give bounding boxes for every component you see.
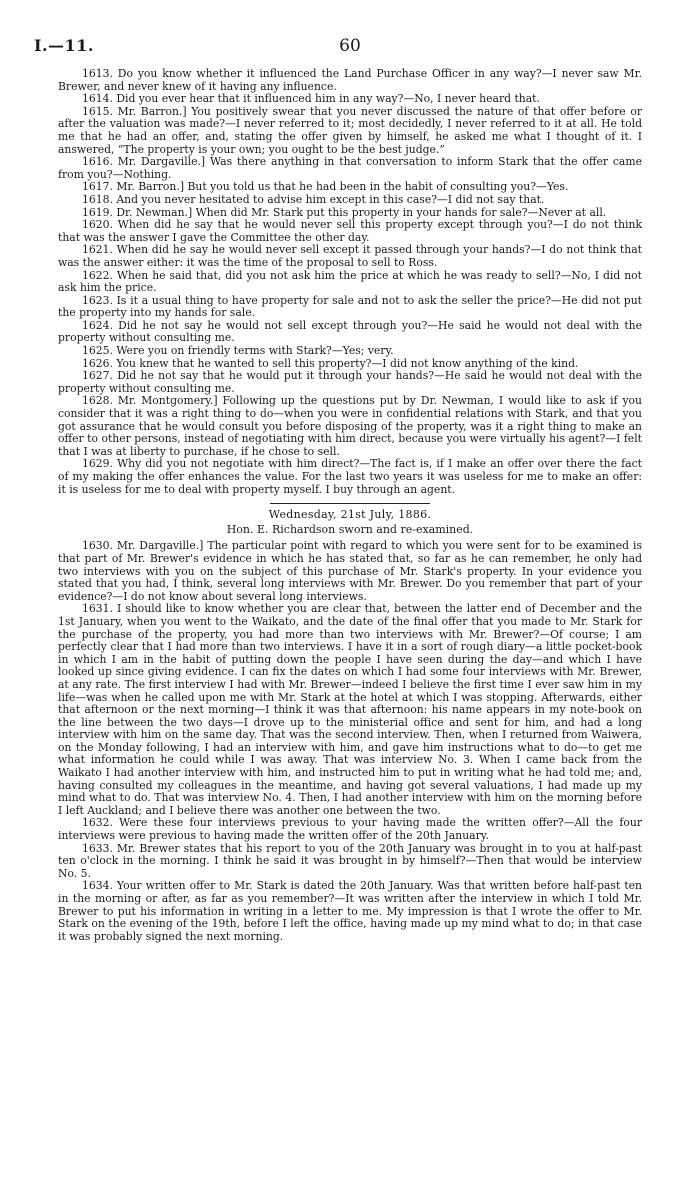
witness-heading: Hon. E. Richardson sworn and re-examined. bbox=[226, 522, 474, 536]
paragraph: 1613. Do you know whether it influenced the Land Purchase Officer in any way?—I never saw Mr. Brewer, and never knew of it having any influence. bbox=[58, 67, 642, 93]
page-header bbox=[34, 36, 642, 60]
paragraph: 1617. Mr. Barron.] But you told us that he had been in the habit of consulting you?—Yes. bbox=[82, 180, 569, 194]
paragraph: 1625. Were you on friendly terms with Stark?—Yes; very. bbox=[82, 344, 394, 358]
section-divider bbox=[270, 503, 430, 504]
paragraph: 1630. Mr. Dargaville.] The particular point with regard to which you were sent for to be examined is that part of Mr. Brewer's evidence in which he has stated that, so far as he can remember, he only had two interviews with you on the subject of this purchase of Mr. Stark's property. In your evidence you stated that you had, I think, several long interviews with Mr. Brewer. Do you remember that part of your evidence?—I do not know about several long interviews. bbox=[58, 539, 642, 603]
paragraph: 1619. Dr. Newman.] When did Mr. Stark put this property in your hands for sale?—Never at all. bbox=[82, 205, 607, 219]
paragraph: 1622. When he said that, did you not ask him the price at which he was ready to sell?—No, I did not ask him the price. bbox=[58, 268, 642, 295]
paragraph: 1633. Mr. Brewer states that his report to you of the 20th January was brought in to you at half-past ten o'clock in the morning. I think he said it was brought in by himself?—Then that would be interview No. 5. bbox=[58, 841, 642, 880]
paragraph: 1628. Mr. Montgomery.] Following up the questions put by Dr. Newman, I would like to ask if you consider that it was a right thing to do—when you were in confidential relations with Stark, and that you got assurance that he would consult you before disposing of the property, was it a right thing to make an offer to other persons, instead of negotiating with him direct, because you were virtually his agent?—I felt that I was at liberty to purchase, if he chose to sell. bbox=[58, 394, 642, 458]
evidence-text bbox=[58, 68, 642, 943]
paragraph: 1615. Mr. Barron.] You positively swear that you never discussed the nature of that offer before or after the valuation was made?—I never referred to it; most decidedly, I never referred to it at all. He told me that he had an offer, and, stating the offer given by himself, he asked me what I thought of it. I answered, “The property is your own; you ought to be the best judge.” bbox=[58, 104, 642, 156]
paragraph: 1616. Mr. Dargaville.] Was there anything in that conversation to inform Stark that the offer came from you?—Nothing. bbox=[58, 155, 642, 181]
paragraph: 1626. You knew that he wanted to sell this property?—I did not know anything of the kind. bbox=[82, 356, 579, 370]
paragraph: 1634. Your written offer to Mr. Stark is dated the 20th January. Was that written before half-past ten in the morning or after, as far as you remember?—It was written after the interview in which I told Mr. Brewer to put his information in writing in a letter to me. My impression is that I wrote the offer to Mr. Stark on the evening of the 19th, before I left the office, having made up my mind what to do; in that case it was probably signed the next morning. bbox=[58, 879, 642, 943]
paragraph: 1627. Did he not say that he would put it through your hands?—He said he would not deal with the property without consulting me. bbox=[58, 369, 642, 395]
parliamentary-paper-reference: I.—11. bbox=[34, 36, 94, 55]
paragraph: 1632. Were these four interviews previous to your having made the written offer?—All the four interviews were previous to having made the written offer of the 20th January. bbox=[58, 816, 642, 843]
paragraph: 1623. Is it a usual thing to have property for sale and not to ask the seller the price?—He did not put the property into my hands for sale. bbox=[58, 293, 642, 320]
paragraph: 1614. Did you ever hear that it influenced him in any way?—No, I never heard that. bbox=[82, 92, 540, 106]
session-date-heading: Wednesday, 21st July, 1886. bbox=[268, 508, 432, 522]
paragraph: 1621. When did he say he would never sell except it passed through your hands?—I do not think that was the answer either: it was the time of the proposal to sell to Ross. bbox=[58, 243, 642, 269]
paragraph: 1620. When did he say that he would never sell this property except through you?—I do not think that was the answer I gave the Committee the other day. bbox=[58, 218, 642, 244]
paragraph: 1618. And you never hesitated to advise him except in this case?—I did not say that. bbox=[82, 192, 545, 206]
paragraph: 1629. Why did you not negotiate with him direct?—The fact is, if I make an offer over there the fact of my making the offer enhances the value. For the last two years it was useless for me to make an offer: it is useless for me to deal with property myself. I buy through an agent. bbox=[58, 457, 642, 496]
page-number: 60 bbox=[339, 36, 361, 56]
paragraph: 1624. Did he not say he would not sell except through you?—He said he would not deal with the property without consulting me. bbox=[58, 318, 642, 345]
paragraph: 1631. I should like to know whether you are clear that, between the latter end of December and the 1st January, when you went to the Waikato, and the date of the final offer that you made to Mr. Stark for the purchase of the property, you had more than two interviews with Mr. Brewer?—Of course; I am perfectly clear that I had more than two interviews. I have it in a sort of rough diary—a little pocket-book in which I am in the habit of putting down the people I have seen during the day—and which I have looked up since giving evidence. I can fix the dates on which I had some four interviews with Mr. Brewer, at any rate. The first interview I had with Mr. Brewer—indeed I believe the first time I ever saw him in my life—was when he called upon me with Mr. Stark at the hotel at which I was stopping. Afterwards, either that afternoon or the next morning—I think it was that afternoon: his name appears in my note-book on the line between the two days—I drove up to the ministerial office and sent for him, and had a long interview with him on the same day. That was the second interview. Then, when I returned from Waiwera, on the Monday following, I had an interview with him, and gave him instructions what to do—to get me what information he could while I was away. That was interview No. 3. When I came back from the Waikato I had another interview with him, and instructed him to put in writing what he had told me; and, having consulted my colleagues in the meantime, and having got several valuations, I had made up my mind what to do. That was interview No. 4. Then, I had another interview with him on the morning before I left Auckland; and I believe there was another one between the two. bbox=[58, 602, 642, 817]
